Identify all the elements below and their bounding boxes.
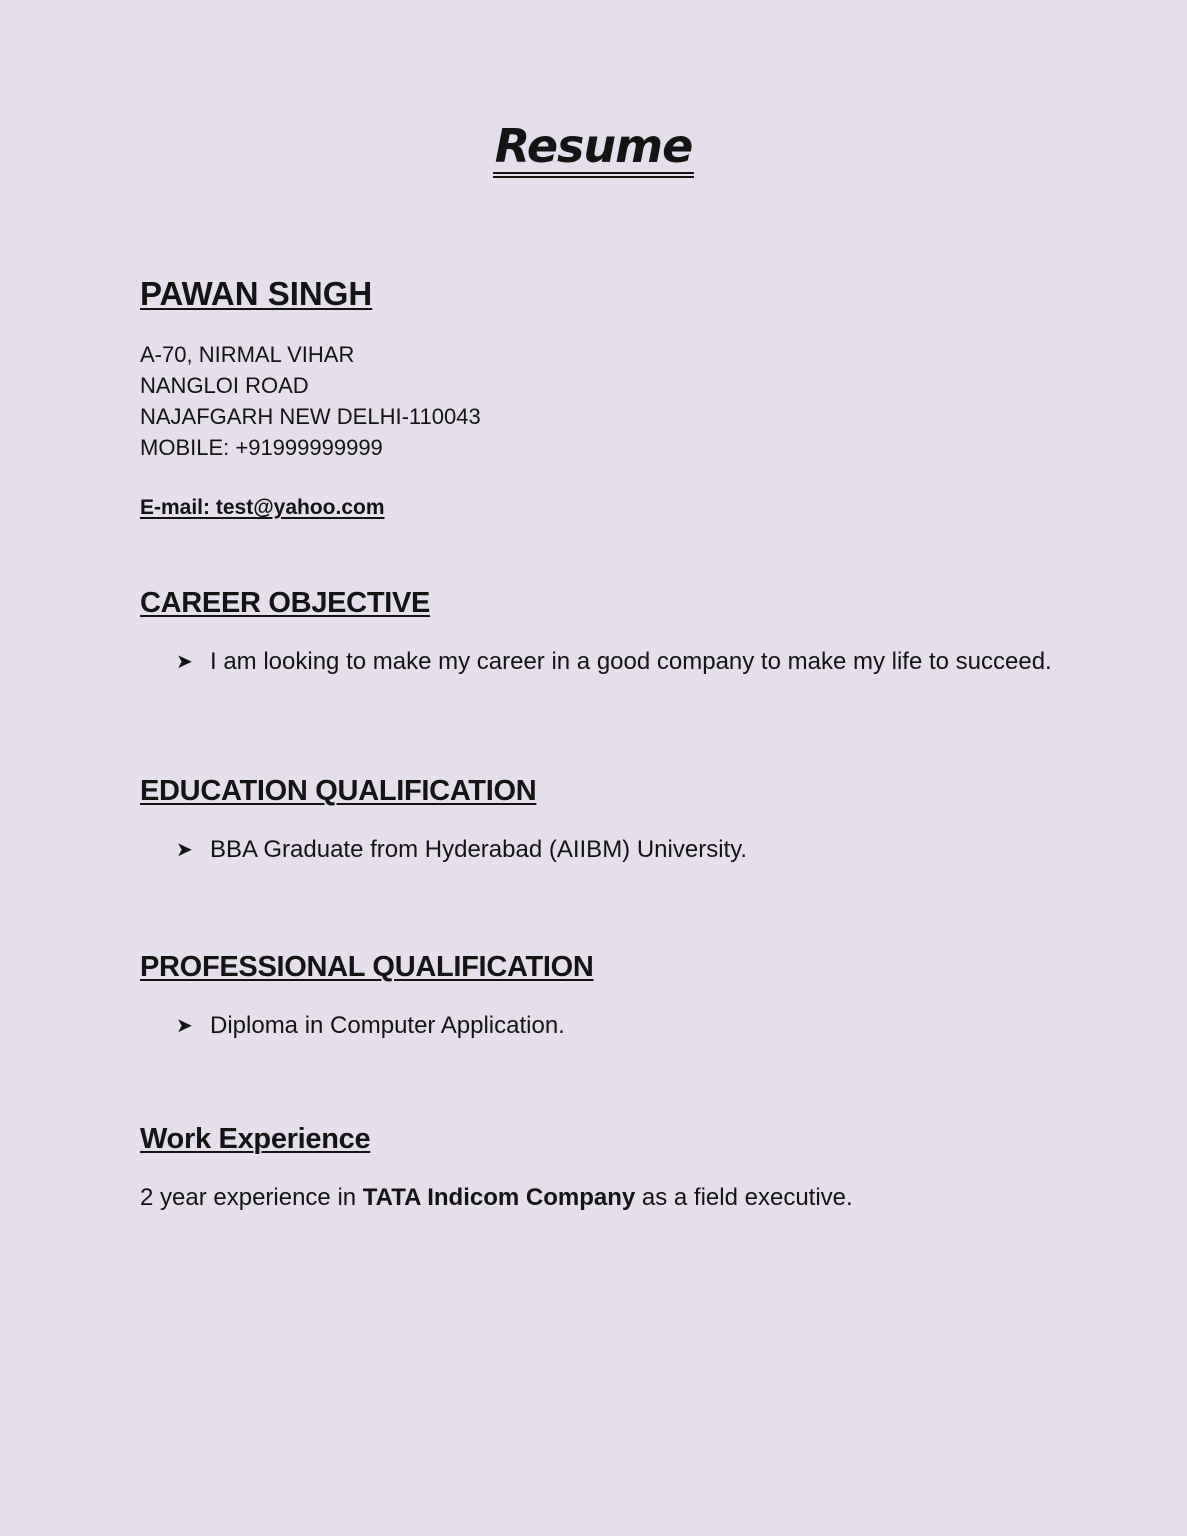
work-text-before: 2 year experience in <box>140 1184 363 1211</box>
professional-text: Diploma in Computer Application. <box>210 1012 565 1039</box>
work-experience-text <box>140 1180 853 1216</box>
arrowhead-bullet-icon: ➤ <box>176 1015 193 1037</box>
contact-address-block <box>140 339 481 463</box>
education-heading: EDUCATION QUALIFICATION <box>140 775 537 807</box>
education-item <box>176 832 1070 868</box>
email-address: E-mail: test@yahoo.com <box>140 496 385 519</box>
work-text-after: as a field executive. <box>635 1184 853 1211</box>
document-title <box>0 118 1187 178</box>
mobile-number: MOBILE: +91999999999 <box>140 435 383 460</box>
address-line-1: A-70, NIRMAL VIHAR <box>140 342 355 367</box>
address-line-2: NANGLOI ROAD <box>140 373 309 398</box>
education-text: BBA Graduate from Hyderabad (AIIBM) University. <box>210 836 748 863</box>
candidate-name: PAWAN SINGH <box>140 275 373 312</box>
professional-heading: PROFESSIONAL QUALIFICATION <box>140 951 594 983</box>
career-objective-heading: CAREER OBJECTIVE <box>140 587 431 619</box>
document-title-text: Resume <box>493 120 695 178</box>
arrowhead-bullet-icon: ➤ <box>176 651 193 673</box>
arrowhead-bullet-icon: ➤ <box>176 839 193 861</box>
address-line-3: NAJAFGARH NEW DELHI-110043 <box>140 404 481 429</box>
career-objective-item <box>176 644 1070 680</box>
work-company: TATA Indicom Company <box>362 1184 636 1211</box>
work-experience-heading: Work Experience <box>140 1123 371 1155</box>
career-objective-text: I am looking to make my career in a good company to make my life to succeed. <box>210 648 1052 675</box>
professional-item <box>176 1008 1070 1044</box>
